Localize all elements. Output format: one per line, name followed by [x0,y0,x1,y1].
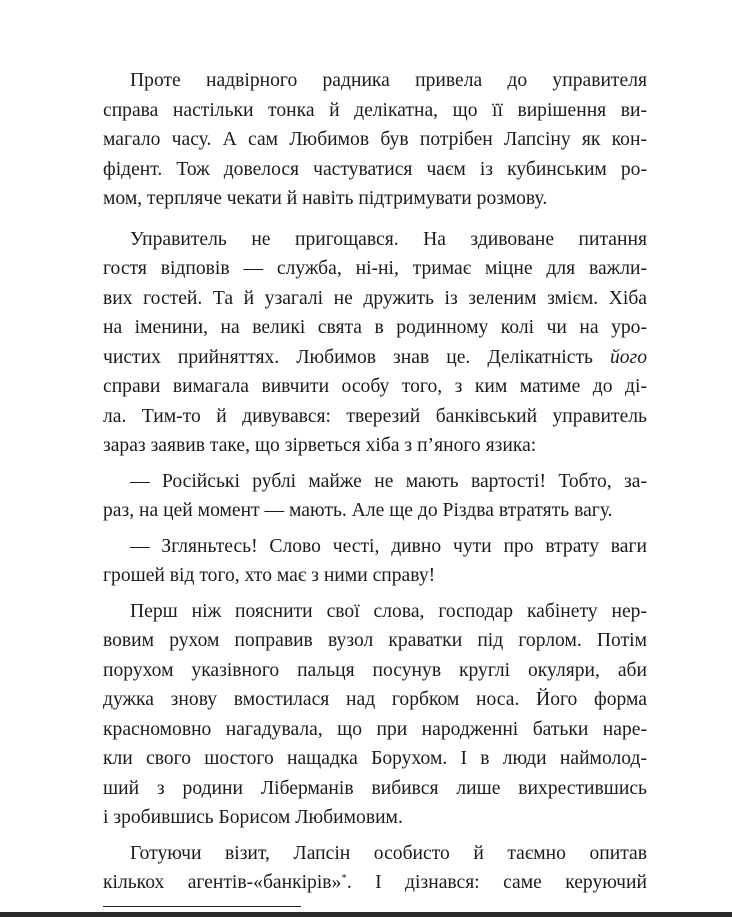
paragraph [103,66,647,214]
paragraph [103,839,647,898]
text-line: — Згляньтесь! Слово честі, дивно чути про втрату ваги [130,535,647,557]
text-line: гостя відповів — служба, ні-ні, тримає міцне для важли- [103,258,647,279]
text-segment: чистих прийняттях. Любимов знав це. Делікатність [103,346,610,368]
text-line-with-footnote: кількох агентів-«банкірів»*. І дізнався: саме керуючий [103,872,647,893]
text-line: вих гостей. Та й узагалі не дружить із зеленим змієм. Хіба [103,287,647,309]
text-line: магало часу. А сам Любимов був потрібен Лапсіну як кон- [103,129,647,150]
text-line: раз, на цей момент — мають. Але ще до Різдва втратять вагу. [103,500,613,521]
text-line: Проте надвірного радника привела до управителя [130,70,647,91]
footnote-divider [103,906,301,907]
paragraph [103,225,647,461]
paragraph-gap [103,214,647,225]
text-line: ла. Тим-то й дивувався: тверезий банківський управитель [103,405,647,427]
text-line: красномовно нагадувала, що при народженні батьки наре- [103,718,647,740]
italic-word: його [609,346,647,368]
dialogue-paragraph [103,467,647,526]
text-line: мом, терпляче чекати й навіть підтримувати розмову. [103,188,548,209]
text-line: справа настільки тонка й делікатна, що її вирішення ви- [103,99,647,121]
text-line: фідент. Тож довелося частуватися чаєм із кубинським ро- [103,158,647,180]
text-line: і зробившись Борисом Любимовим. [103,807,403,828]
text-segment: І дізнався: саме керуючий [375,872,647,893]
text-line: порухом указівного пальця посунув круглі окуляри, аби [103,659,647,681]
text-line: ший з родини Ліберманів вибився лише вихрестившись [103,777,647,799]
text-line: Готуючи візит, Лапсін особисто й таємно опитав [130,842,647,864]
text-line-with-italic [103,343,647,373]
text-line: дужка знову вмостилася над горбком носа. Його форма [103,689,647,710]
text-line: — Російські рублі майже не мають вартості! Тобто, за- [130,470,647,492]
text-line: грошей від того, хто має з ними справу! [103,565,436,586]
text-segment: кількох агентів-«банкірів» [103,872,342,893]
dialogue-paragraph [103,532,647,591]
text-line: вовим рухом поправив вузол краватки під горлом. Потім [103,630,647,651]
footnote-marker[interactable]: * [341,872,347,884]
text-line: на іменини, на великі свята в родинному колі чи на уро- [103,317,647,338]
text-line: Перш ніж пояснити свої слова, господар кабінету нер- [130,600,647,622]
text-line: кли свого шостого нащадка Борухом. І в люди наймолод- [103,748,647,769]
page-bottom-edge [0,912,732,917]
text-line: справи вимагала вивчити особу того, з ким матиме до ді- [103,376,647,397]
book-page-text [103,66,647,898]
text-line: Управитель не пригощався. На здивоване питання [130,228,647,250]
text-line: зараз заявив таке, що зірветься хіба з п’яного язика: [103,435,537,456]
paragraph [103,597,647,833]
